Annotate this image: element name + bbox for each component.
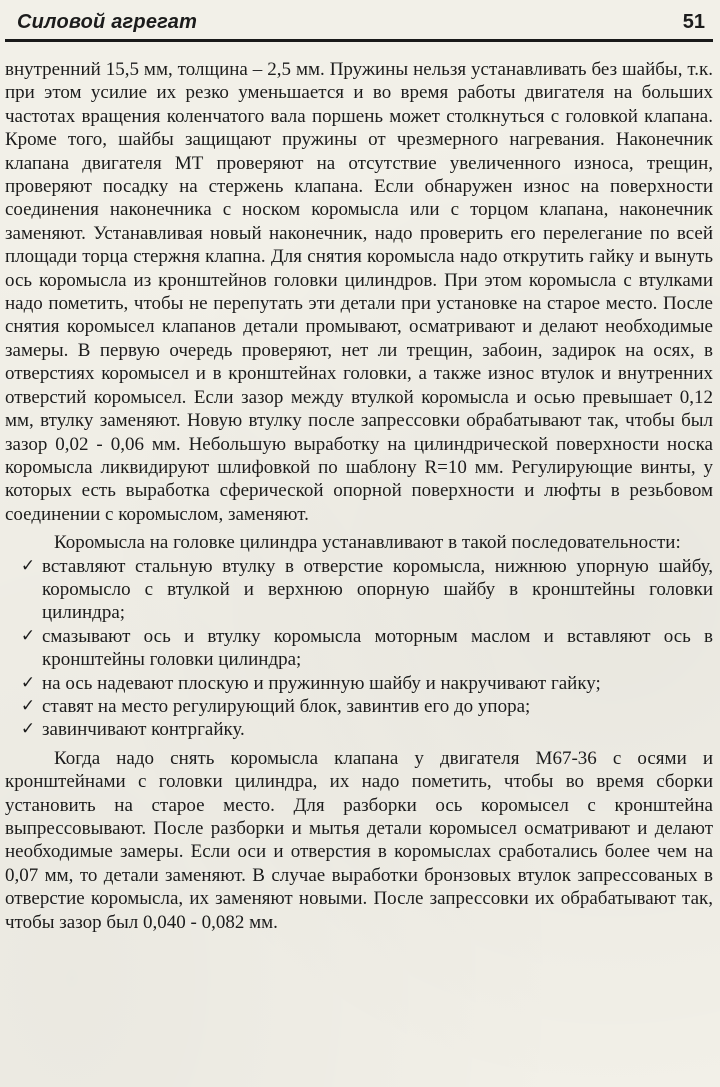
page-header: [5, 0, 713, 37]
checkmark-icon: ✓: [20, 695, 36, 716]
list-item-text: ставят на место регулирующий блок, завинтив его до упора;: [42, 695, 531, 717]
list-item-text: на ось надевают плоскую и пружинную шайбу и накручивают гайку;: [42, 672, 601, 694]
list-item: [5, 555, 713, 625]
list-item-text: вставляют стальную втулку в отверстие коромысла, нижнюю упорную шайбу, коромысло с втулкой и верхнюю опорную шайбу в кронштейны головки цилиндра;: [42, 555, 713, 624]
list-item: [5, 625, 713, 672]
page-number: 51: [682, 11, 705, 33]
page-body: [5, 42, 713, 934]
list-item: [5, 718, 713, 741]
paragraph-rocker-inspection: внутренний 15,5 мм, толщина – 2,5 мм. Пружины нельзя устанавливать без шайбы, т.к. при этом усилие их резко уменьшается и во время работы двигателя на больших частотах вращения коленчатого вала поршень может столкнуться с головкой клапана. Кроме того, шайбы защищают пружины от чрезмерного нагревания. Наконечник клапана двигателя МТ проверяют на отсутствие увеличенного износа, трещин, проверяют посадку на стержень клапана. Если обнаружен износ на поверхности соединения наконечника с носком коромысла или с торцом клапана, наконечник заменяют. Устанавливая новый наконечник, надо проверить его перелегание по всей площади торца стержня клапна. Для снятия коромысла надо открутить гайку и вынуть ось коромысла из кронштейнов головки цилиндров. При этом коромысла с втулками надо пометить, чтобы не перепутать эти детали при установке на старое место. После снятия коромысел клапанов детали промывают, осматривают и делают необходимые замеры. В первую очередь проверяют, нет ли трещин, забоин, задирок на осях, в отверстиях коромысел и в кронштейнах головки, а также износ втулок и внутренних отверстий коромысел. Если зазор между втулкой коромысла и осью превышает 0,12 мм, втулку заменяют. Новую втулку после запрессовки обрабатывают так, чтобы был зазор 0,02 - 0,06 мм. Небольшую выработку на цилиндрической поверхности носка коромысла ликвидируют шлифовкой по шаблону R=10 мм. Регулирующие винты, у которых есть выработка сферической опорной поверхности и люфты в резьбовом соединении с коромыслом, заменяют.: [5, 59, 713, 525]
list-item: [5, 695, 713, 718]
section-title: Силовой агрегат: [17, 11, 198, 33]
list-item-text: смазывают ось и втулку коромысла моторным маслом и вставляют ось в кронштейны головки цилиндра;: [42, 625, 713, 671]
checkmark-icon: ✓: [20, 719, 36, 740]
install-steps-list: [5, 555, 713, 742]
list-item: [5, 672, 713, 695]
list-item-text: завинчивают контргайку.: [42, 719, 245, 741]
paragraph-m67-rocker-removal: Когда надо снять коромысла клапана у двигателя М67-36 с осями и кронштейнами с головки цилиндра, их надо пометить, чтобы во время сборки установить на старое место. Для разборки ось коромысел с кронштейна выпрессовывают. После разборки и мытья детали коромысел осматривают и делают необходимые замеры. Если оси и отверстия в коромыслах сработались более чем на 0,07 мм, то детали заменяют. В случае выработки бронзовых втулок запрессованых в отверстие коромысла, их заменяют новыми. После запрессовки их обрабатывают так, чтобы зазор был 0,040 - 0,082 мм.: [5, 747, 713, 933]
checkmark-icon: ✓: [20, 672, 36, 693]
checkmark-icon: ✓: [20, 555, 36, 576]
paragraph-install-sequence-intro: Коромысла на головке цилиндра устанавливают в такой последовательности:: [54, 532, 681, 554]
checkmark-icon: ✓: [20, 625, 36, 646]
